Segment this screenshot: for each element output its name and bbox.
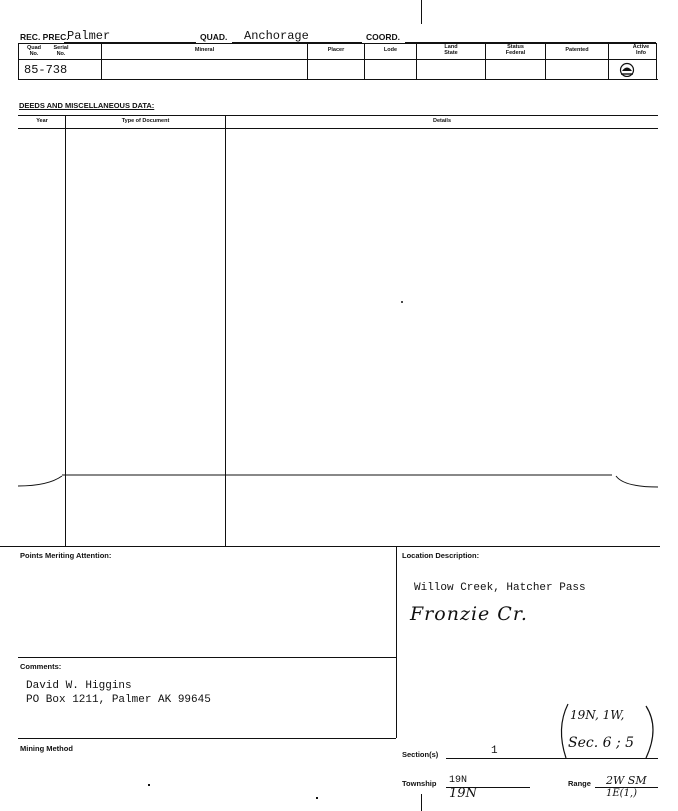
quad-value: Anchorage	[244, 29, 309, 43]
coord-label: COORD.	[366, 32, 400, 42]
comments-line-1: David W. Higgins	[26, 680, 132, 692]
col-status-federal: Status Federal	[505, 44, 526, 56]
deeds-section-title: DEEDS AND MISCELLANEOUS DATA:	[19, 101, 155, 110]
comments-line-2: PO Box 1211, Palmer AK 99645	[26, 694, 211, 706]
speck	[316, 797, 318, 799]
col-serial-no: Serial No.	[53, 45, 69, 57]
col-details: Details	[432, 118, 452, 124]
col-patented: Patented	[565, 47, 589, 53]
range-label: Range	[568, 779, 591, 788]
section-label: Section(s)	[402, 750, 439, 759]
section-value: 1	[491, 745, 498, 757]
rec-prec-value: Palmer	[67, 29, 111, 43]
quad-label: QUAD.	[200, 32, 228, 42]
col-land-state: Land State	[444, 44, 458, 56]
township-value: 19N	[449, 775, 468, 786]
col-year: Year	[36, 118, 48, 124]
location-description-handwritten: Fronzie Cr.	[410, 603, 528, 625]
col-mineral: Mineral	[194, 47, 215, 53]
mining-method-label: Mining Method	[20, 744, 73, 753]
comments-label: Comments:	[20, 662, 62, 671]
rec-prec-label: REC. PREC.	[20, 32, 69, 42]
location-description-label: Location Description:	[402, 551, 480, 560]
section-handwritten-line-2: Sec. 6 ; 5	[568, 735, 635, 751]
col-type-of-document: Type of Document	[121, 118, 170, 124]
range-handwritten: 1E(1,)	[606, 788, 638, 799]
col-placer: Placer	[327, 47, 345, 53]
section-handwritten-line-1: 19N, 1W,	[570, 708, 625, 722]
range-value: 2W SM	[606, 774, 647, 787]
speck	[148, 784, 150, 786]
col-active-info: Active Info	[632, 44, 650, 56]
record-quad-no: 85-738	[24, 63, 68, 77]
township-handwritten: 19N	[449, 786, 477, 801]
col-lode: Lode	[383, 47, 398, 53]
township-label: Township	[402, 779, 437, 788]
points-meriting-attention-label: Points Meriting Attention:	[20, 551, 112, 560]
location-description-typed: Willow Creek, Hatcher Pass	[414, 582, 586, 594]
col-quad-no: Quad No.	[26, 45, 42, 57]
